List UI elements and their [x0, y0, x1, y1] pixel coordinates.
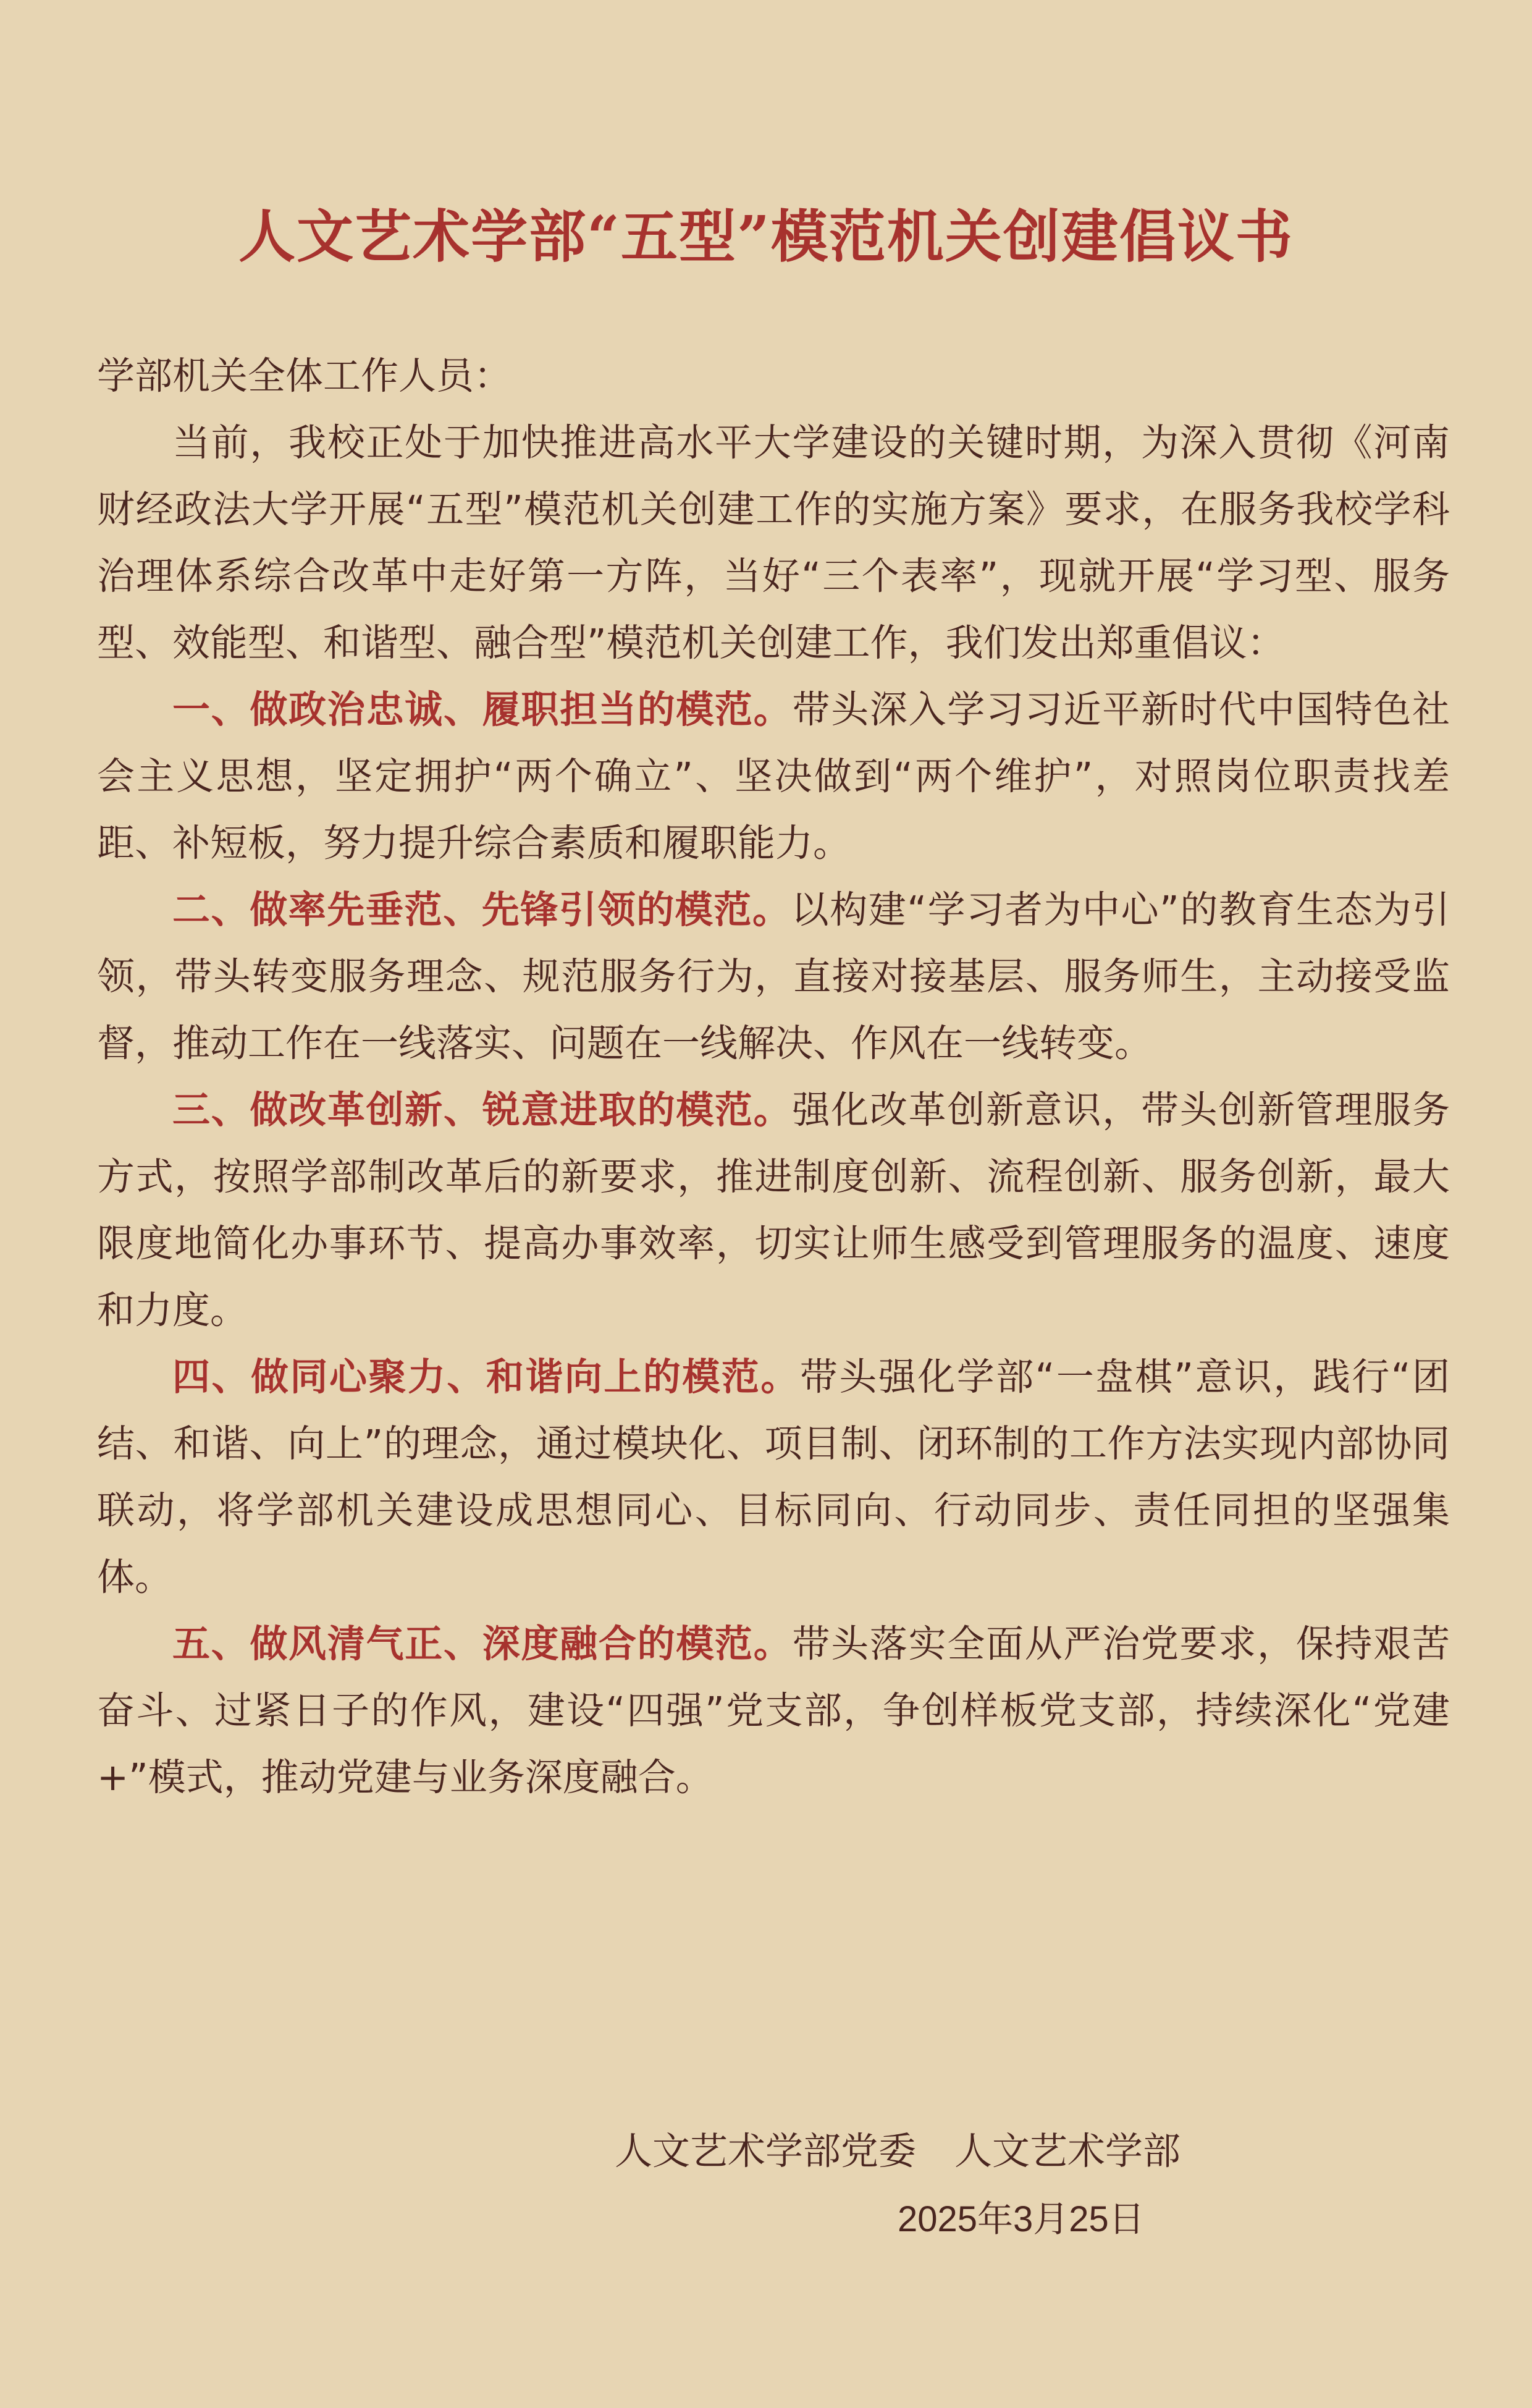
document-title: 人文艺术学部“五型”模范机关创建倡议书 — [238, 203, 1294, 270]
point-5-heading: 五、做风清气正、深度融合的模范。 — [172, 1622, 793, 1666]
signature-organizations — [615, 2121, 1181, 2182]
point-2-text: 以构建“学习者为中心”的教育生态为引领，带头转变服务理念、规范服务行为，直接对接基层、服务师生，主动接受监督，推动工作在一线落实、问题在一线解决、作风在一线转变。 — [97, 888, 1450, 1065]
point-1-heading: 一、做政治忠诚、履职担当的模范。 — [172, 688, 793, 732]
point-4-heading: 四、做同心聚力、和谐向上的模范。 — [172, 1355, 800, 1399]
signature-org-faculty: 人文艺术学部 — [954, 2129, 1181, 2173]
point-4-text: 带头强化学部“一盘棋”意识，践行“团结、和谐、向上”的理念，通过模块化、项目制、闭环制的工作方法实现内部协同联动，将学部机关建设成思想同心、目标同向、行动同步、责任同担的坚强集体。 — [97, 1355, 1450, 1599]
point-5 — [97, 1611, 1450, 1811]
signature-date: 2025年3月25日 — [898, 2199, 1145, 2239]
point-3-text: 强化改革创新意识，带头创新管理服务方式，按照学部制改革后的新要求，推进制度创新、流程创新、服务创新，最大限度地简化办事环节、提高办事效率，切实让师生感受到管理服务的温度、速度和力度。 — [97, 1088, 1450, 1332]
document-body — [97, 343, 1450, 1811]
signature-org-party-committee: 人文艺术学部党委 — [615, 2129, 917, 2173]
point-3-heading: 三、做改革创新、锐意进取的模范。 — [172, 1088, 793, 1132]
point-2 — [97, 877, 1450, 1077]
point-5-text: 带头落实全面从严治党要求，保持艰苦奋斗、过紧日子的作风，建设“四强”党支部，争创样板党支部，持续深化“党建+”模式，推动党建与业务深度融合。 — [97, 1622, 1450, 1799]
point-4 — [97, 1344, 1450, 1611]
salutation: 学部机关全体工作人员： — [97, 354, 512, 398]
point-1 — [97, 677, 1450, 877]
point-2-heading: 二、做率先垂范、先锋引领的模范。 — [172, 888, 791, 932]
point-1-text: 带头深入学习习近平新时代中国特色社会主义思想，坚定拥护“两个确立”、坚决做到“两个维护”，对照岗位职责找差距、补短板，努力提升综合素质和履职能力。 — [97, 688, 1450, 865]
point-3 — [97, 1077, 1450, 1344]
intro-paragraph: 当前，我校正处于加快推进高水平大学建设的关键时期，为深入贯彻《河南财经政法大学开展“五型”模范机关创建工作的实施方案》要求，在服务我校学科治理体系综合改革中走好第一方阵，当好“三个表率”，现就开展“学习型、服务型、效能型、和谐型、融合型”模范机关创建工作，我们发出郑重倡议： — [97, 421, 1450, 665]
